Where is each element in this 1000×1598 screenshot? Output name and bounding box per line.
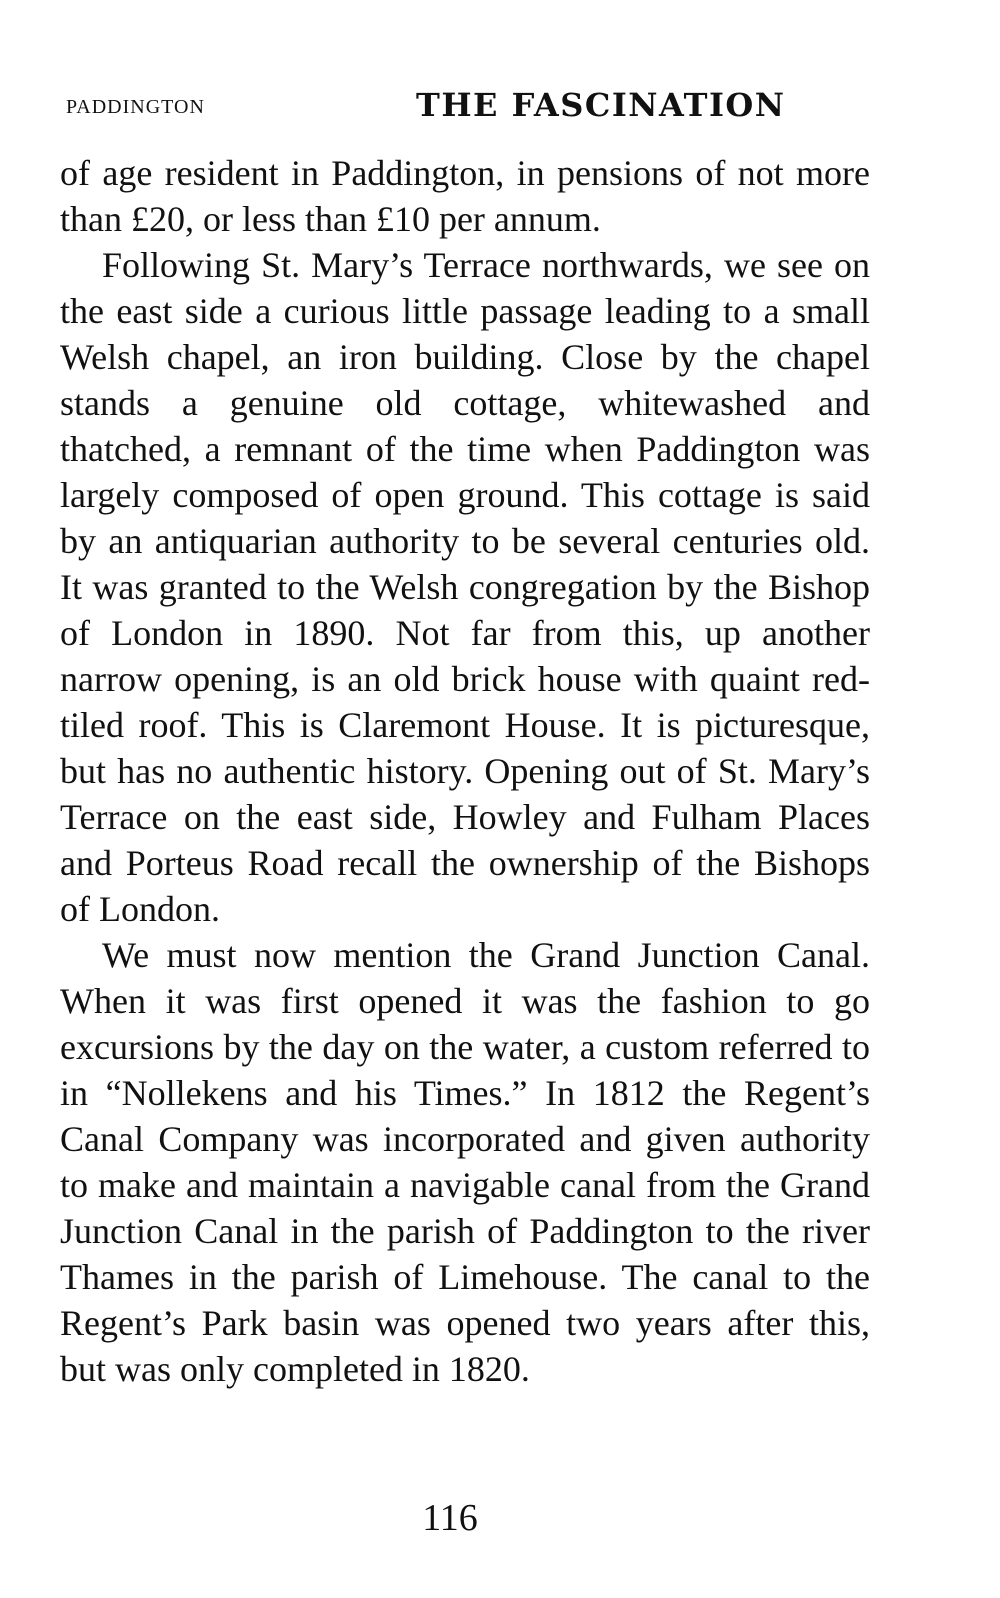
body-text xyxy=(60,150,870,1392)
paragraph-grand-junction-canal: We must now mention the Grand Junction Canal. When it was first opened it was the fashion to go excursions by the day on the water, a custom referred to in “Nollekens and his Times.” In 1812 the Regent’s Canal Company was incorporated and given authority to make and maintain a navigable canal from the Grand Junction Canal in the parish of Paddington to the river Thames in the parish of Limehouse. The canal to the Regent’s Park basin was opened two years after this, but was only completed in 1820. xyxy=(60,935,870,1389)
running-head-title: THE FASCINATION xyxy=(416,86,786,124)
paragraph-continuation: of age resident in Paddington, in pensions of not more than £20, or less than £10 per annum. xyxy=(60,153,870,239)
paragraph-st-marys-terrace: Following St. Mary’s Terrace northwards, we see on the east side a curious little passage leading to a small Welsh chapel, an iron building. Close by the chapel stands a genuine old cottage, whitewashed and thatched, a remnant of the time when Paddington was largely composed of open ground. This cottage is said by an antiquarian authority to be several centuries old. It was granted to the Welsh congregation by the Bishop of London in 1890. Not far from this, up another narrow opening, is an old brick house with quaint red-tiled roof. This is Claremont House. It is picturesque, but has no authentic history. Opening out of St. Mary’s Terrace on the east side, Howley and Fulham Places and Porteus Road recall the ownership of the Bishops of London. xyxy=(60,245,870,929)
running-head xyxy=(66,86,836,134)
page-number: 116 xyxy=(422,1497,478,1539)
running-head-left: PADDINGTON xyxy=(66,96,205,118)
